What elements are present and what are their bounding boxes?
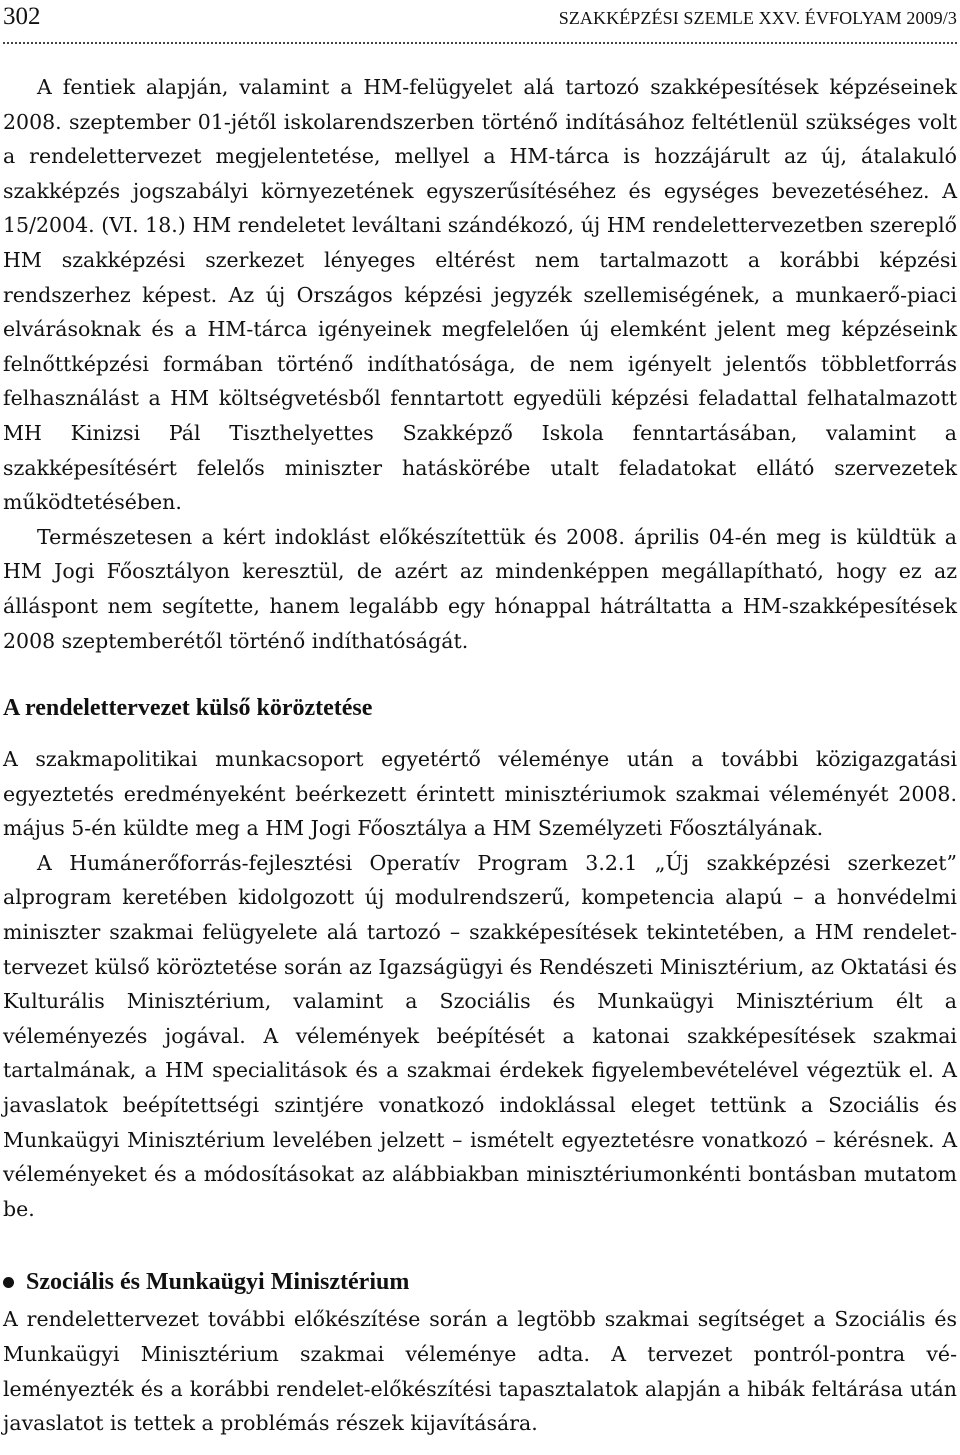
page-number: 302 bbox=[3, 3, 41, 30]
section-paragraph-1: A szakmapolitikai munkacsoport egyetértő véleménye után a további közigazgatási egyeztetés eredményeként beérkezett érintett minisztériumok szakmai véleményét 2008. május 5-én küldte meg a HM Jogi Főosztálya a HM Személyzeti Főosztályának. bbox=[3, 747, 957, 841]
paragraph-2: Természetesen a kért indoklást előkészítettük és 2008. április 04-én meg is küldtük a HM Jogi Főosztályon keresztül, de azért az mindenképpen megállapítható, hogy ez az álláspont nem segítette, hanem legalább egy hónappal hátráltatta a HM-szakképesítések 2008 szeptemberétől történő indíthatóságát. bbox=[3, 524, 957, 653]
journal-title: SZAKKÉPZÉSI SZEMLE XXV. ÉVFOLYAM 2009/3 bbox=[558, 8, 957, 28]
body-text bbox=[3, 70, 957, 1441]
paragraph-1: A fentiek alapján, valamint a HM-felügyelet alá tartozó szakképesítések képzéseinek 2008. szeptember 01-jétől iskolarendszerben történő indításához feltétlenül szükséges volt a rendelettervezet megjelentetése, mellyel a HM-tárca is hozzájárult az új, átalakuló szakképzés jogszabályi környezetének egyszerűsítéséhez és egységes bevezetéséhez. A 15/2004. (VI. 18.) HM rendeletet leváltani szándékozó, új HM rendelettervezetben szereplő HM szakképzési szerkezet lényeges eltérést nem tartalmazott a korábbi képzési rendszerhez képest. Az új Országos képzési jegyzék szellemiségének, a munkaerő-piaci elvárásoknak és a HM-tárca igényeinek megfelelően új elemként jelent meg képzéseink felnőttképzési formában történő indíthatósága, de nem igényelt jelentős többletforrás felhasználást a HM költségvetésből fenntartott egyedüli képzési feladattal felhatalmazott MH Kinizsi Pál Tiszthelyettes Szakképző Iskola fenntartásában, valamint a szakképesítésért felelős miniszter hatáskörébe utalt feladatokat ellátó szervezetek működtetésében. bbox=[3, 75, 957, 515]
section-heading: A rendelettervezet külső köröztetése bbox=[3, 695, 373, 722]
section-paragraph-2: A Humánerőforrás-fejlesztési Operatív Program 3.2.1 „Új szakképzési szerkezet” alprogram keretében kidolgozott új modulrendszerű, kompetencia alapú – a honvédelmi miniszter szakmai felügyelete alá tartozó – szakképesítések tekintetében, a HM rendelet-tervezet külső köröztetése során az Igazságügyi és Rendészeti Minisztérium, az Oktatási és Kulturális Minisztérium, valamint a Szociális és Munkaügyi Minisztérium élt a véleményezés jogával. A vélemények beépítését a katonai szakképesítések szakmai tartalmának, a HM specialitások és a szakmai érdekek figyelembevételével végeztük el. A javaslatok beépítettségi szintjére vonatkozó indoklással eleget tettünk a Szociális és Munkaügyi Minisztérium levelében jelzett – ismételt egyeztetésre vonatkozó – kérésnek. A véleményeket és a módosításokat az alábbiakban minisztériumonkénti bontásban mutatom be. bbox=[3, 850, 957, 1221]
running-head bbox=[3, 0, 957, 46]
subsection-heading-text: Szociális és Munkaügyi Minisztérium bbox=[26, 1269, 410, 1296]
header-divider bbox=[3, 42, 957, 44]
bullet-icon bbox=[3, 1277, 14, 1288]
subsection-paragraph: A rendelettervezet további előkészítése során a legtöbb szakmai segítséget a Szociális és Munkaügyi Minisztérium szakmai véleménye adta. A tervezet pontról-pontra véleményezték és a korábbi rendelet-előkészítési tapasztalatok alapján a hibák feltárása után javaslatot is tettek a problémás részek kijavítására. bbox=[3, 1307, 957, 1436]
document-page bbox=[3, 0, 957, 1441]
subsection-heading bbox=[3, 1262, 957, 1302]
